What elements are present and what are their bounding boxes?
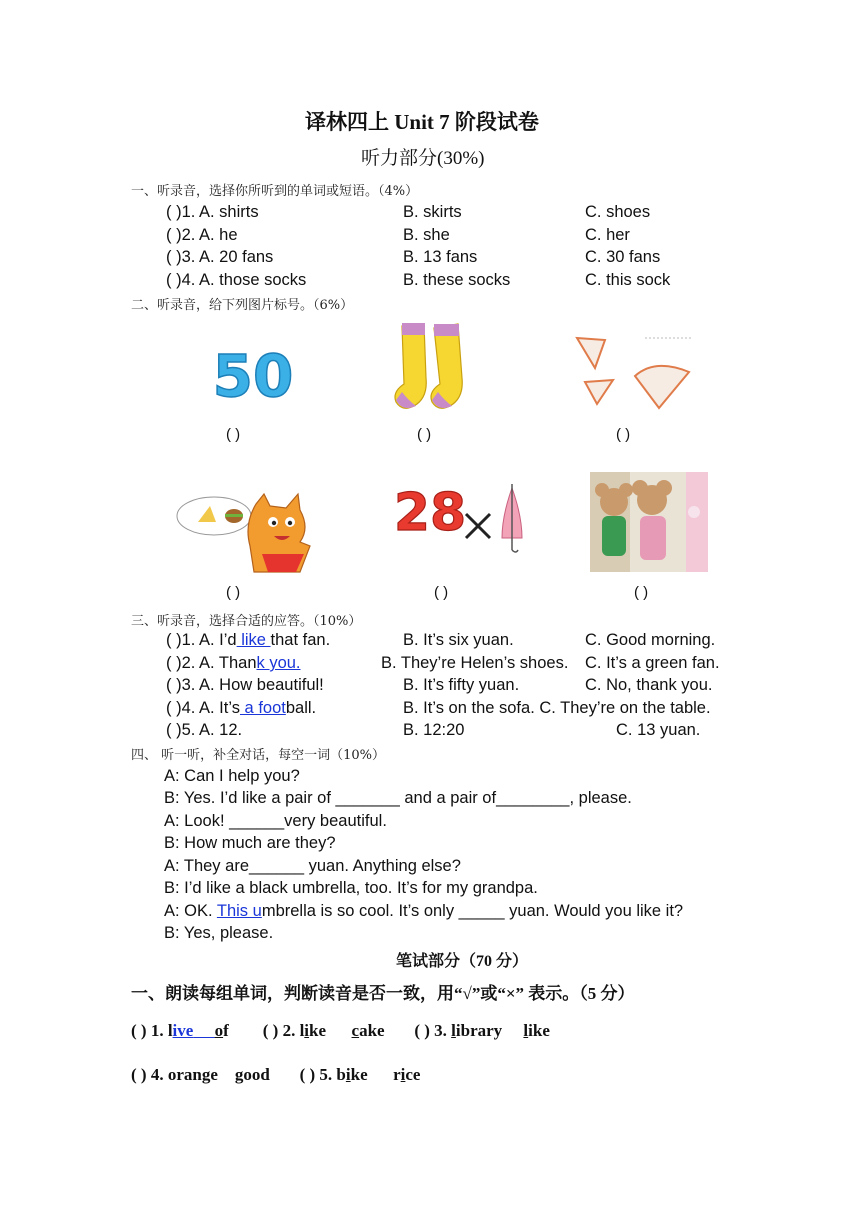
question-1-1: ( )1. A. shirts	[166, 203, 259, 221]
option-c: C. this sock	[585, 271, 671, 289]
option-b: B. these socks	[403, 271, 511, 289]
number-50-image	[212, 338, 294, 410]
question-3-5: ( )5. A. 12.	[166, 721, 243, 739]
socks-image	[392, 320, 474, 414]
dialogue-line: A: OK. This umbrella is so cool. It’s only _____ yuan. Would you like it?	[164, 902, 684, 920]
option-c: C. Good morning.	[585, 631, 716, 649]
dialogue-line: B: I’d like a black umbrella, too. It’s for my grandpa.	[164, 879, 538, 897]
dialogue-line: A: They are______ yuan. Anything else?	[164, 857, 461, 875]
answer-paren[interactable]: ( )	[417, 426, 432, 443]
answer-paren[interactable]: ( )	[616, 426, 631, 443]
dialogue-line: A: Look! ______very beautiful.	[164, 812, 387, 830]
question-1-4: ( )4. A. those socks	[166, 271, 307, 289]
question-1-2: ( )2. A. he	[166, 226, 238, 244]
option-c: C. 13 yuan.	[616, 721, 701, 739]
hyperlink[interactable]: k you.	[256, 654, 301, 672]
fans-image	[575, 334, 695, 412]
written-heading-1: 一、朗读每组单词，判断读音是否一致，用“√”或“×” 表示。（5 分）	[131, 984, 635, 1003]
option-b: B. 13 fans	[403, 248, 478, 266]
phonics-row-2: ( ) 4. orange good ( ) 5. bike rice	[131, 1065, 421, 1084]
cat-food-image	[176, 494, 324, 572]
question-3-2: ( )2. A. Thank you.	[166, 654, 301, 672]
question-3-4: ( )4. A. It’s a football.	[166, 699, 317, 717]
answer-paren[interactable]: ( )	[226, 584, 241, 601]
option-b: B. she	[403, 226, 450, 244]
answer-paren[interactable]: ( )	[434, 584, 449, 601]
option-b: B. They’re Helen’s shoes.	[381, 654, 569, 672]
option-c: C. It’s a green fan.	[585, 654, 720, 672]
hyperlink[interactable]: a foot	[239, 699, 286, 717]
svg-text:50: 50	[212, 342, 294, 410]
hyperlink[interactable]: ive	[172, 1021, 194, 1040]
option-b: B. skirts	[403, 203, 462, 221]
section-heading-4: 四、 听一听，补全对话，每空一词（10%）	[131, 748, 386, 763]
question-3-3: ( )3. A. How beautiful!	[166, 676, 324, 694]
dialogue-line: B: Yes, please.	[164, 924, 274, 942]
svg-text:28: 28	[393, 483, 467, 543]
page-subtitle: 听力部分(30%)	[361, 148, 485, 169]
section-heading-1: 一、听录音，选择你所听到的单词或短语。（4%）	[131, 184, 419, 199]
option-b: B. It’s fifty yuan.	[403, 676, 520, 694]
option-c: C. shoes	[585, 203, 651, 221]
answer-paren[interactable]: ( )	[226, 426, 241, 443]
option-c: C. her	[585, 226, 630, 244]
section-heading-2: 二、听录音，给下列图片标号。（6%）	[131, 298, 354, 313]
section-heading-3: 三、听录音，选择合适的应答。（10%）	[131, 614, 362, 629]
page-title: 译林四上 Unit 7 阶段试卷	[305, 110, 539, 134]
hyperlink[interactable]: like	[236, 631, 271, 649]
option-b: B. It’s six yuan.	[403, 631, 514, 649]
option-b-c: B. It’s on the sofa. C. They’re on the table.	[403, 699, 711, 717]
dialogue-line: A: Can I help you?	[164, 767, 300, 785]
phonics-row-1: ( ) 1. live of ( ) 2. like cake ( ) 3. library like	[131, 1021, 550, 1040]
written-section-title: 笔试部分（70 分）	[396, 953, 529, 970]
option-b: B. 12:20	[403, 721, 465, 739]
number-28-umbrella-image	[393, 466, 530, 554]
dialogue-line: B: Yes. I’d like a pair of _______ and a pair of________, please.	[164, 789, 632, 807]
question-3-1: ( )1. A. I’d like that fan.	[166, 631, 331, 649]
mice-image	[590, 472, 708, 572]
option-c: C. 30 fans	[585, 248, 661, 266]
answer-paren[interactable]: ( )	[634, 584, 649, 601]
question-1-3: ( )3. A. 20 fans	[166, 248, 274, 266]
hyperlink[interactable]: This u	[216, 902, 262, 920]
option-c: C. No, thank you.	[585, 676, 713, 694]
dialogue-line: B: How much are they?	[164, 834, 336, 852]
